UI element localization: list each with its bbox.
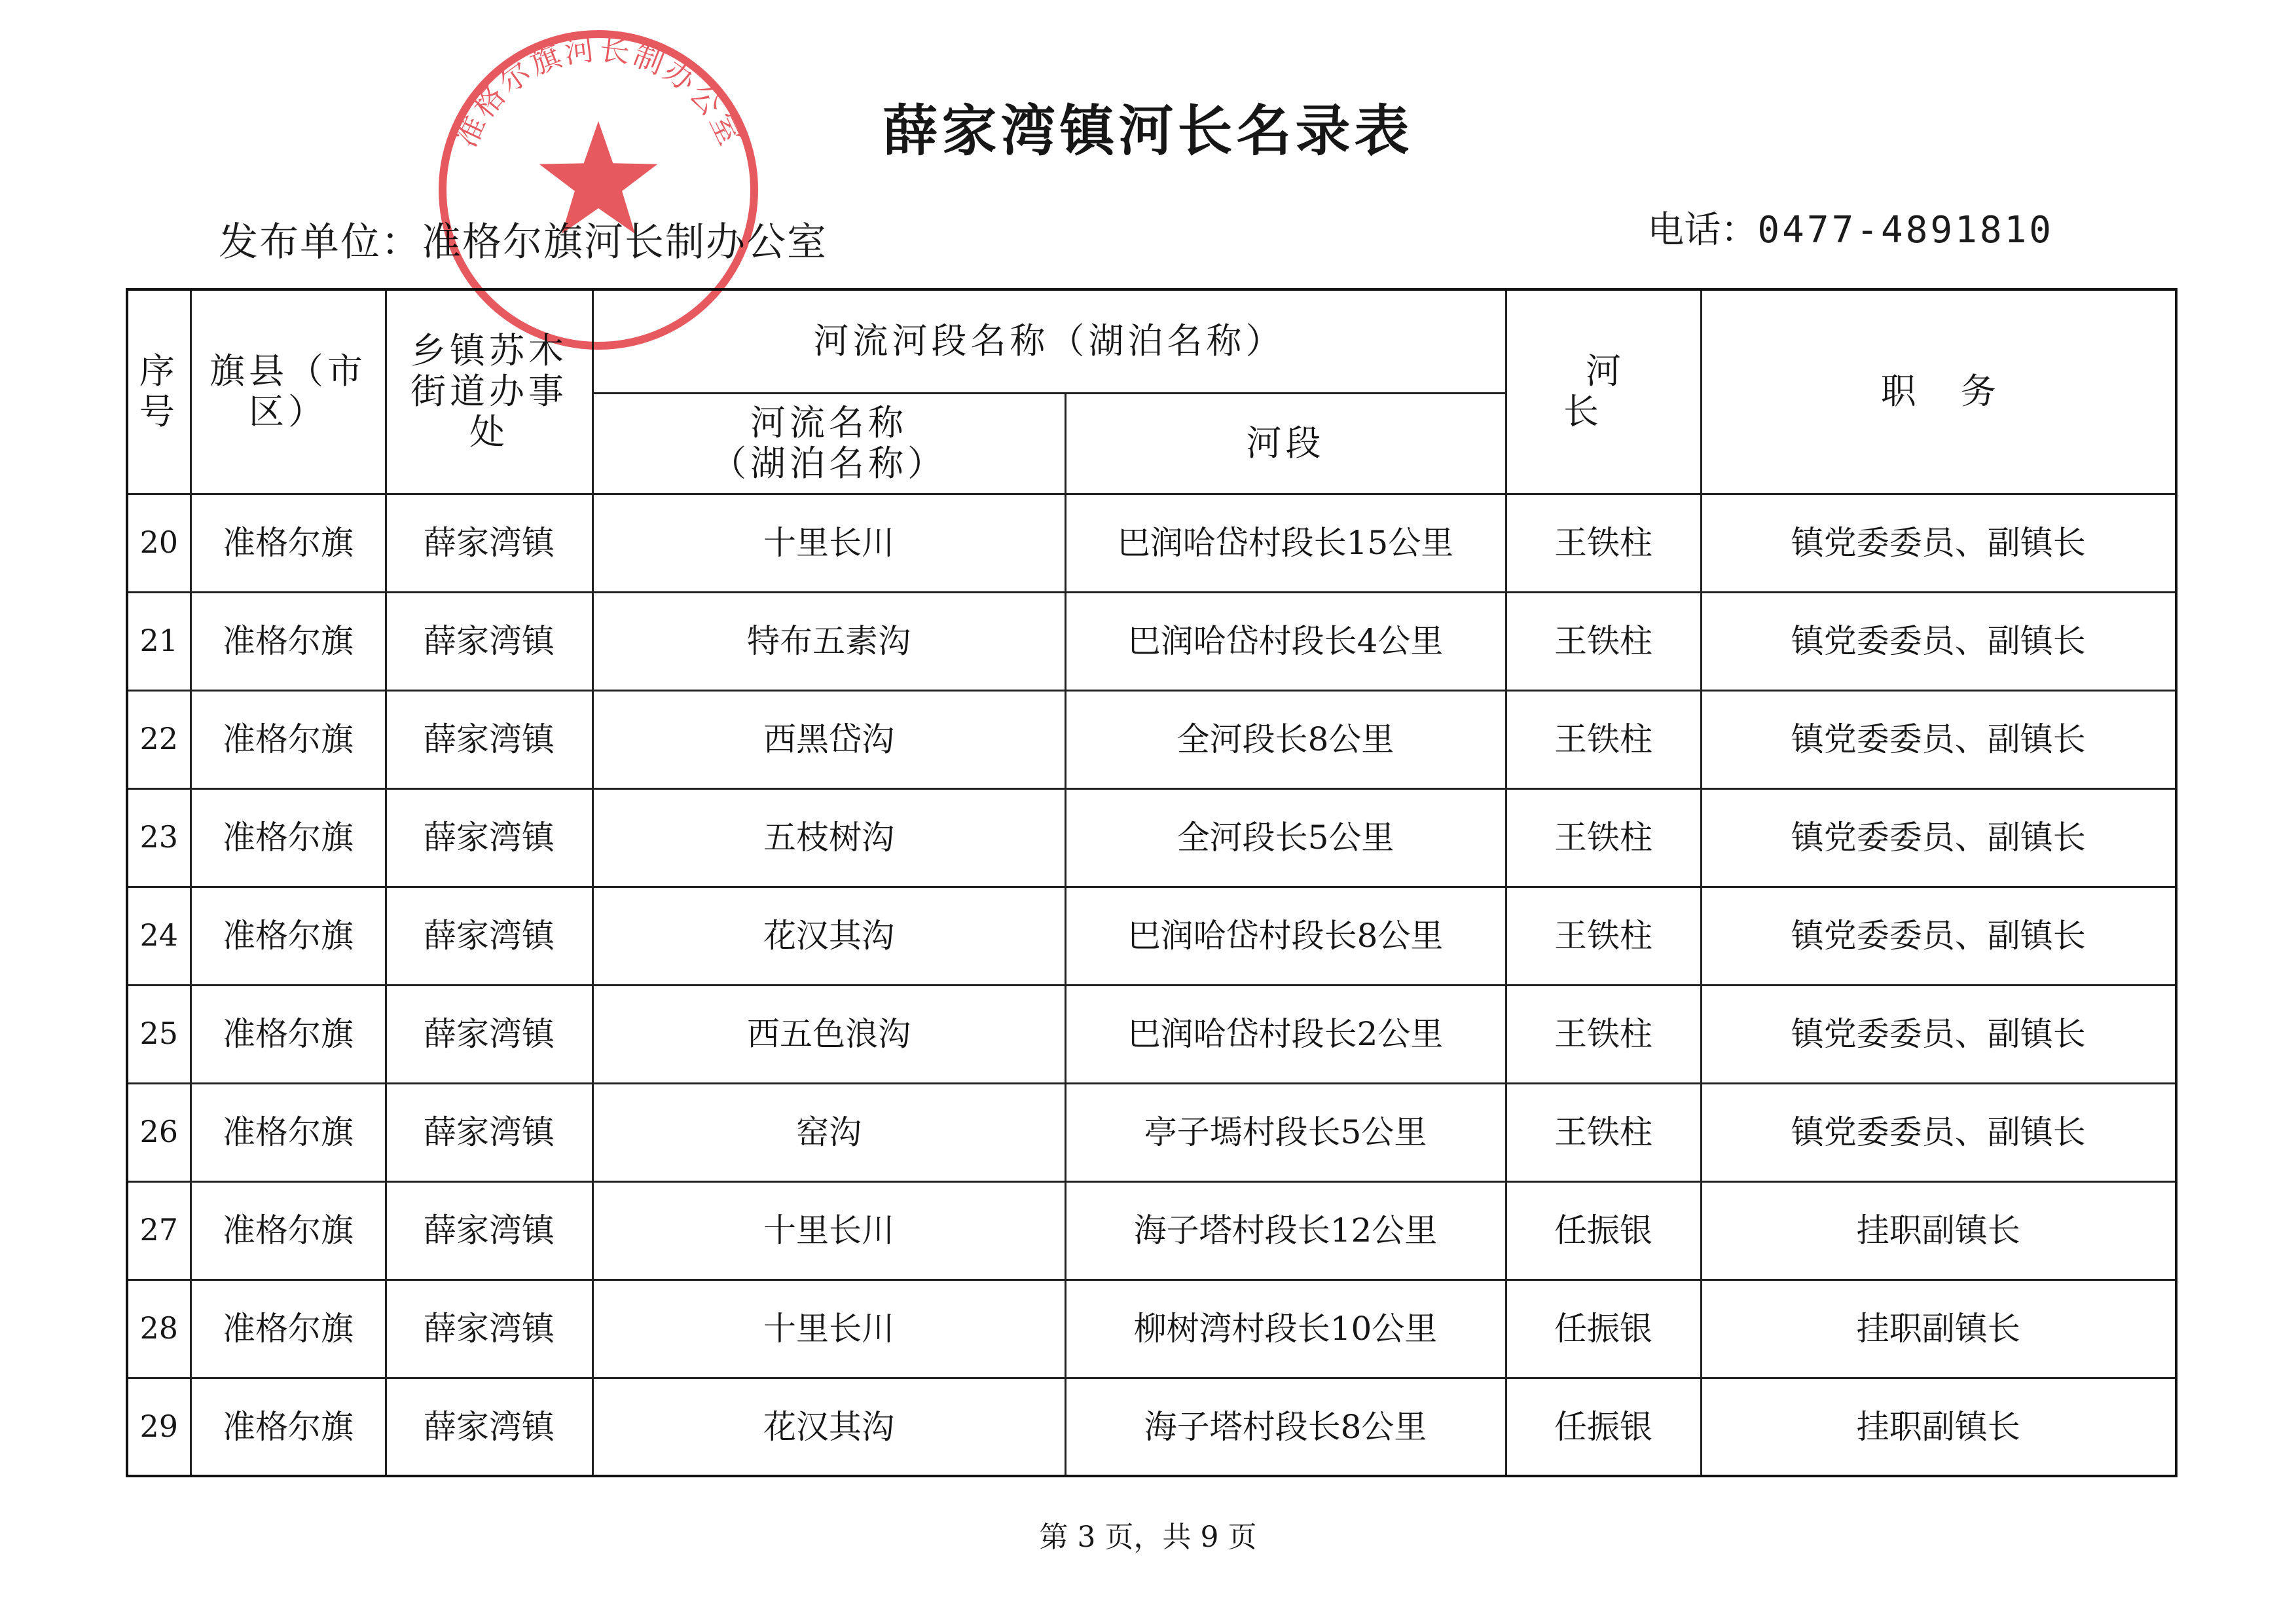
cell-section: 亭子墕村段长5公里 — [1065, 1083, 1506, 1181]
header-position: 职务 — [1701, 289, 2176, 494]
cell-chief: 王铁柱 — [1506, 887, 1701, 985]
table-row — [127, 1280, 2176, 1378]
header-section: 河段 — [1065, 393, 1506, 494]
cell-town: 薛家湾镇 — [386, 788, 592, 887]
cell-no: 23 — [127, 788, 191, 887]
cell-position: 镇党委委员、副镇长 — [1701, 985, 2176, 1083]
cell-chief: 王铁柱 — [1506, 592, 1701, 690]
cell-town: 薛家湾镇 — [386, 1280, 592, 1378]
cell-town: 薛家湾镇 — [386, 985, 592, 1083]
cell-river: 西黑岱沟 — [592, 690, 1065, 788]
cell-county: 准格尔旗 — [191, 985, 386, 1083]
table-row — [127, 1181, 2176, 1280]
cell-county: 准格尔旗 — [191, 592, 386, 690]
cell-no: 21 — [127, 592, 191, 690]
cell-position: 镇党委委员、副镇长 — [1701, 494, 2176, 592]
publisher-label: 发布单位： — [219, 219, 422, 265]
cell-county: 准格尔旗 — [191, 1280, 386, 1378]
header-chief: 河长 — [1506, 289, 1701, 494]
cell-no: 20 — [127, 494, 191, 592]
cell-town: 薛家湾镇 — [386, 1378, 592, 1476]
cell-town: 薛家湾镇 — [386, 690, 592, 788]
cell-county: 准格尔旗 — [191, 494, 386, 592]
cell-river: 十里长川 — [592, 1280, 1065, 1378]
cell-no: 24 — [127, 887, 191, 985]
header-river-name-alt: （湖泊名称） — [711, 443, 947, 484]
cell-river: 十里长川 — [592, 1181, 1065, 1280]
cell-chief: 王铁柱 — [1506, 788, 1701, 887]
cell-county: 准格尔旗 — [191, 1378, 386, 1476]
cell-county: 准格尔旗 — [191, 788, 386, 887]
header-river-group: 河流河段名称（湖泊名称） — [592, 289, 1506, 393]
cell-town: 薛家湾镇 — [386, 1083, 592, 1181]
seal-text: 准格尔旗河长制办公室 — [447, 31, 750, 153]
cell-section: 海子塔村段长12公里 — [1065, 1181, 1506, 1280]
cell-section: 海子塔村段长8公里 — [1065, 1378, 1506, 1476]
cell-position: 镇党委委员、副镇长 — [1701, 1083, 2176, 1181]
header-river-name — [592, 393, 1065, 494]
cell-position: 挂职副镇长 — [1701, 1181, 2176, 1280]
page-title: 薛家湾镇河长名录表 — [883, 98, 1413, 163]
cell-river: 特布五素沟 — [592, 592, 1065, 690]
header-town: 乡镇苏木街道办事处 — [386, 289, 592, 494]
cell-section: 巴润哈岱村段长15公里 — [1065, 494, 1506, 592]
cell-chief: 王铁柱 — [1506, 494, 1701, 592]
header-county: 旗县（市区） — [191, 289, 386, 494]
cell-no: 26 — [127, 1083, 191, 1181]
cell-county: 准格尔旗 — [191, 887, 386, 985]
cell-county: 准格尔旗 — [191, 690, 386, 788]
cell-river: 窑沟 — [592, 1083, 1065, 1181]
cell-no: 22 — [127, 690, 191, 788]
page-footer: 第 3 页，共 9 页 — [1039, 1521, 1257, 1554]
cell-chief: 任振银 — [1506, 1280, 1701, 1378]
cell-no: 28 — [127, 1280, 191, 1378]
table-row — [127, 1378, 2176, 1476]
cell-river: 花汉其沟 — [592, 1378, 1065, 1476]
cell-chief: 任振银 — [1506, 1378, 1701, 1476]
cell-chief: 王铁柱 — [1506, 690, 1701, 788]
table-row — [127, 887, 2176, 985]
cell-no: 27 — [127, 1181, 191, 1280]
publisher-value: 准格尔旗河长制办公室 — [422, 219, 828, 265]
river-chief-table — [126, 288, 2178, 1477]
cell-section: 全河段长8公里 — [1065, 690, 1506, 788]
table-row — [127, 1083, 2176, 1181]
cell-section: 巴润哈岱村段长4公里 — [1065, 592, 1506, 690]
table-row — [127, 690, 2176, 788]
cell-position: 镇党委委员、副镇长 — [1701, 690, 2176, 788]
cell-section: 全河段长5公里 — [1065, 788, 1506, 887]
cell-position: 镇党委委员、副镇长 — [1701, 788, 2176, 887]
cell-town: 薛家湾镇 — [386, 494, 592, 592]
cell-river: 十里长川 — [592, 494, 1065, 592]
cell-town: 薛家湾镇 — [386, 1181, 592, 1280]
cell-section: 巴润哈岱村段长8公里 — [1065, 887, 1506, 985]
header-no: 序号 — [127, 289, 191, 494]
table-row — [127, 985, 2176, 1083]
cell-position: 挂职副镇长 — [1701, 1378, 2176, 1476]
table-row — [127, 494, 2176, 592]
cell-county: 准格尔旗 — [191, 1181, 386, 1280]
header-river-name-text: 河流名称 — [750, 401, 907, 443]
cell-town: 薛家湾镇 — [386, 887, 592, 985]
cell-river: 五枝树沟 — [592, 788, 1065, 887]
cell-section: 巴润哈岱村段长2公里 — [1065, 985, 1506, 1083]
cell-section: 柳树湾村段长10公里 — [1065, 1280, 1506, 1378]
cell-position: 镇党委委员、副镇长 — [1701, 887, 2176, 985]
phone-value: 0477-4891810 — [1757, 209, 2054, 251]
cell-no: 29 — [127, 1378, 191, 1476]
cell-position: 镇党委委员、副镇长 — [1701, 592, 2176, 690]
official-seal — [428, 20, 769, 360]
cell-chief: 王铁柱 — [1506, 985, 1701, 1083]
table-row — [127, 788, 2176, 887]
cell-chief: 任振银 — [1506, 1181, 1701, 1280]
cell-position: 挂职副镇长 — [1701, 1280, 2176, 1378]
cell-county: 准格尔旗 — [191, 1083, 386, 1181]
phone-line — [1647, 208, 2054, 252]
cell-town: 薛家湾镇 — [386, 592, 592, 690]
table-row — [127, 592, 2176, 690]
cell-river: 花汉其沟 — [592, 887, 1065, 985]
cell-river: 西五色浪沟 — [592, 985, 1065, 1083]
phone-label: 电话： — [1647, 209, 1758, 251]
table-body — [127, 494, 2176, 1476]
cell-no: 25 — [127, 985, 191, 1083]
cell-chief: 王铁柱 — [1506, 1083, 1701, 1181]
star-icon — [539, 121, 658, 234]
